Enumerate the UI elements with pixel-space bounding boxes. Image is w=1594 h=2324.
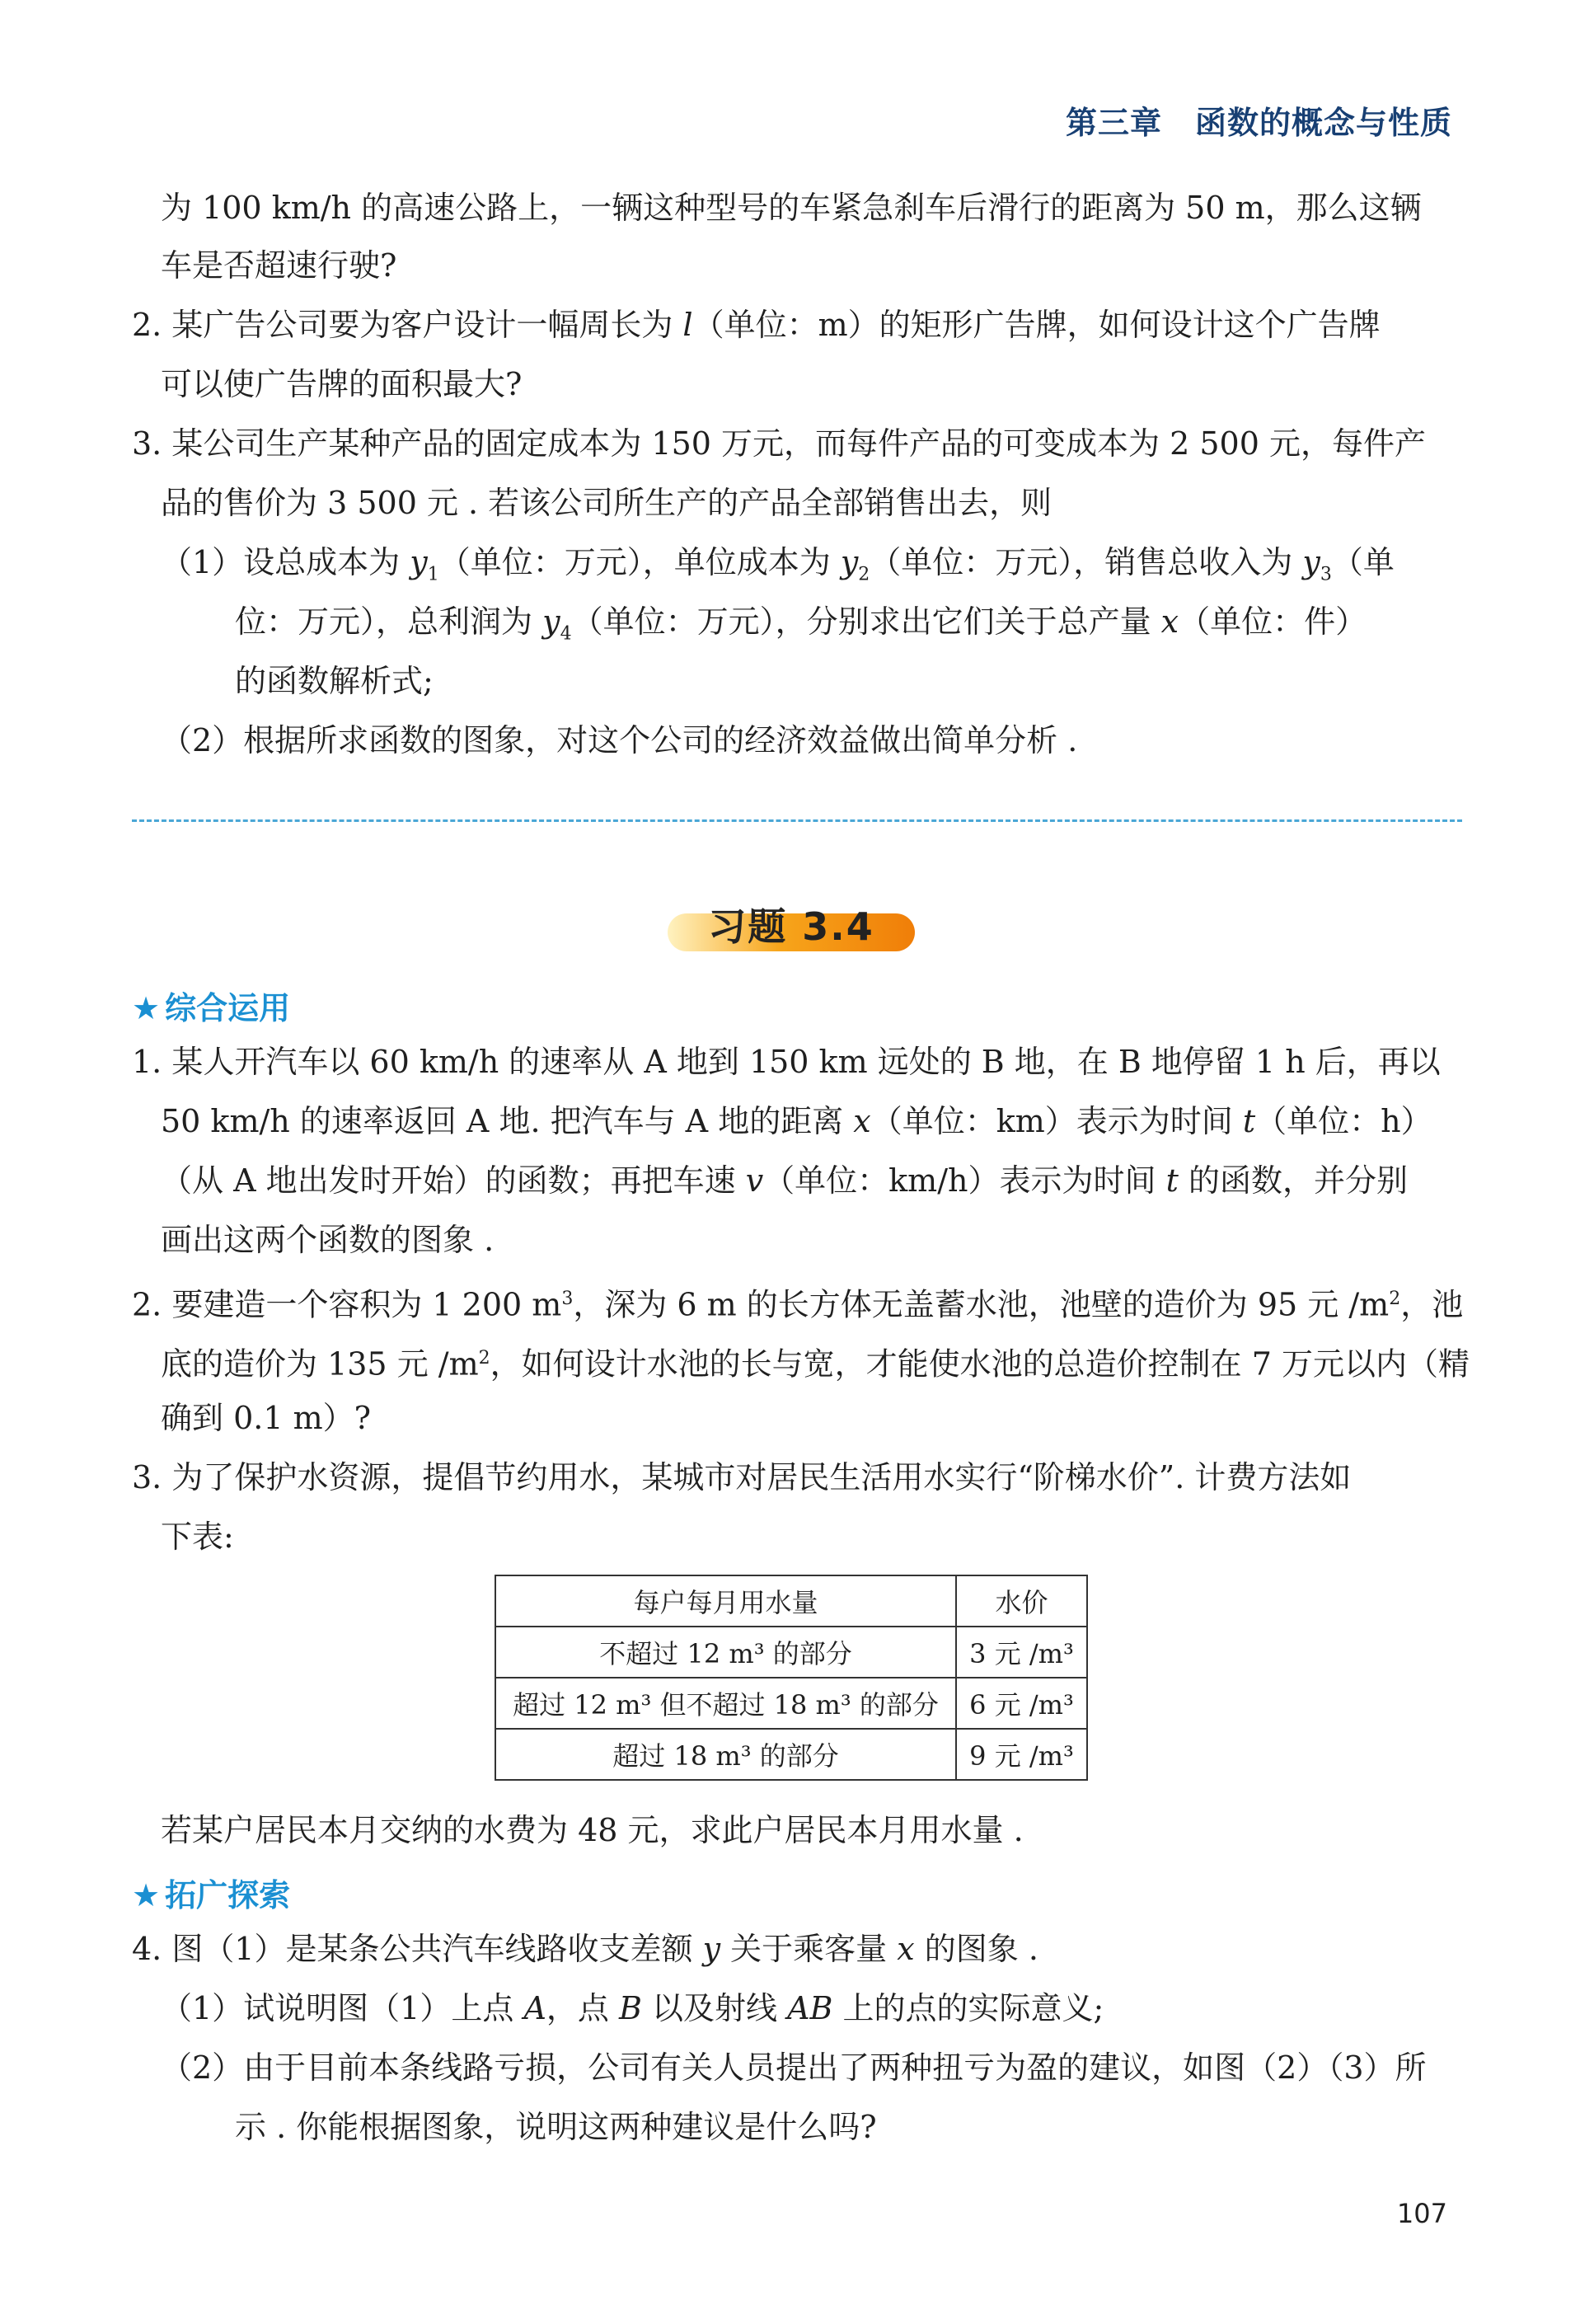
exercise-4-line: 4. 图（1）是某条公共汽车线路收支差额 y 关于乘客量 x 的图象 . [132, 1931, 1038, 1967]
chapter-number: 第三章 [1065, 105, 1162, 141]
exercise-section-badge [668, 892, 915, 953]
exercise-1-line: 50 km/h 的速率返回 A 地. 把汽车与 A 地的距离 x（单位：km）表示为时间 t（单位：h） [161, 1103, 1432, 1139]
chapter-title: 函数的概念与性质 [1194, 105, 1452, 141]
problem-3-sub1-line: 位：万元），总利润为 $y_4$（单位：万元），分别求出它们关于总产量 x（单位：件） [235, 603, 1367, 645]
star-icon: ★ [132, 990, 161, 1026]
exercise-2-line: 2. 要建造一个容积为 1 200 $m^3$，深为 6 m 的长方体无盖蓄水池，池壁的造价为 95 元 $/m^2$，池 [132, 1286, 1464, 1323]
table-cell: 超过 12 m³ 但不超过 18 m³ 的部分 [495, 1678, 956, 1729]
problem-3-line: 3. 某公司生产某种产品的固定成本为 150 万元，而每件产品的可变成本为 2 500 元，每件产 [132, 425, 1426, 462]
star-icon: ★ [132, 1877, 161, 1913]
problem-3-sub1-line: （1）设总成本为 $y_1$（单位：万元），单位成本为 $y_2$（单位：万元），销售总收入为 $y_3$（单 [161, 544, 1395, 585]
problem-2-line: 2. 某广告公司要为客户设计一幅周长为 l（单位：m）的矩形广告牌，如何设计这个广告牌 [132, 307, 1381, 343]
exercise-1-line: （从 A 地出发时开始）的函数；再把车速 v（单位：km/h）表示为时间 t 的函数，并分别 [161, 1162, 1408, 1199]
problem-3-line: 品的售价为 3 500 元 . 若该公司所生产的产品全部销售出去，则 [161, 485, 1053, 521]
exercise-1-line: 1. 某人开汽车以 60 km/h 的速率从 A 地到 150 km 远处的 B 地，在 B 地停留 1 h 后，再以 [132, 1044, 1441, 1080]
table-cell: 不超过 12 m³ 的部分 [495, 1627, 956, 1678]
subhead-extension: ★ 拓广探索 [132, 1877, 291, 1913]
problem-1-line: 车是否超速行驶? [161, 247, 397, 284]
table-row [495, 1627, 1087, 1678]
exercise-1-line: 画出这两个函数的图象 . [161, 1222, 495, 1258]
subhead-comprehensive: ★ 综合运用 [132, 990, 291, 1026]
exercise-3-line: 下表: [161, 1519, 234, 1555]
exercise-3-line: 若某户居民本月交纳的水费为 48 元，求此户居民本月用水量 . [161, 1812, 1024, 1848]
exercise-2-line: 确到 0.1 m）? [161, 1400, 371, 1436]
problem-1-line: 为 100 km/h 的高速公路上，一辆这种型号的车紧急刹车后滑行的距离为 50 m，那么这辆 [161, 190, 1422, 226]
table-cell: 3 元 /m³ [956, 1627, 1087, 1678]
exercise-3-line: 3. 为了保护水资源，提倡节约用水，某城市对居民生活用水实行“阶梯水价”. 计费方法如 [132, 1459, 1352, 1495]
table-cell: 9 元 /m³ [956, 1729, 1087, 1780]
exercise-4-sub2-line: （2）由于目前本条线路亏损，公司有关人员提出了两种扭亏为盈的建议，如图（2）（3）所 [161, 2049, 1427, 2086]
exercise-4-sub1-line: （1）试说明图（1）上点 A，点 B 以及射线 AB 上的点的实际意义; [161, 1990, 1104, 2026]
problem-3-sub2-line: （2）根据所求函数的图象，对这个公司的经济效益做出简单分析 . [161, 722, 1078, 758]
problem-2-line: 可以使广告牌的面积最大? [161, 366, 523, 402]
table-row [495, 1678, 1087, 1729]
chapter-header [1066, 97, 1452, 143]
water-price-table [495, 1575, 1088, 1781]
exercise-2-line: 底的造价为 135 元 $/m^2$，如何设计水池的长与宽，才能使水池的总造价控制在 7 万元以内（精 [161, 1345, 1470, 1383]
table-header-row [495, 1575, 1087, 1627]
table-cell: 超过 18 m³ 的部分 [495, 1729, 956, 1780]
section-title: 习题 3.4 [708, 904, 874, 949]
table-header: 每户每月用水量 [495, 1575, 956, 1627]
table-row [495, 1729, 1087, 1780]
page-number: 107 [1396, 2198, 1447, 2229]
table-cell: 6 元 /m³ [956, 1678, 1087, 1729]
table-header: 水价 [956, 1575, 1087, 1627]
variable-l: l [682, 307, 693, 343]
section-divider [132, 819, 1462, 822]
exercise-4-sub2-line: 示 . 你能根据图象，说明这两种建议是什么吗? [235, 2109, 877, 2145]
problem-3-sub1-line: 的函数解析式; [235, 663, 434, 699]
